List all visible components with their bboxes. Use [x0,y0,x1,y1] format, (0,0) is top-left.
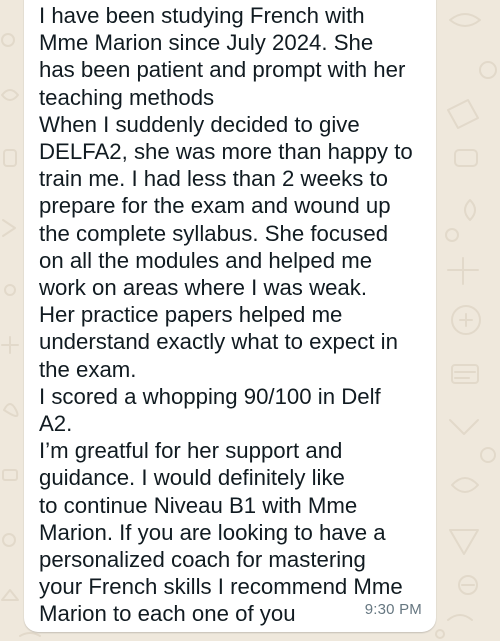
message-bubble[interactable] [24,0,436,632]
message-timestamp: 9:30 PM [364,601,422,618]
message-text: I have been studying French with Mme Marion since July 2024. She has been patient and prompt with her teaching methods When I suddenly decided to give DELFA2, she was more than happy to train me. I had less than 2 weeks to prepare for the exam and wound up the complete syllabus. She focused on all the modules and helped me work on areas where I was weak. Her practice papers helped me understand exactly what to expect in the exam. I scored a whopping 90/100 in Delf A2. I’m greatful for her support and guidance. I would definitely like to continue Niveau B1 with Mme Marion. If you are looking to have a personalized coach for mastering your French skills I recommend Mme Marion to each one of you [39,3,413,627]
